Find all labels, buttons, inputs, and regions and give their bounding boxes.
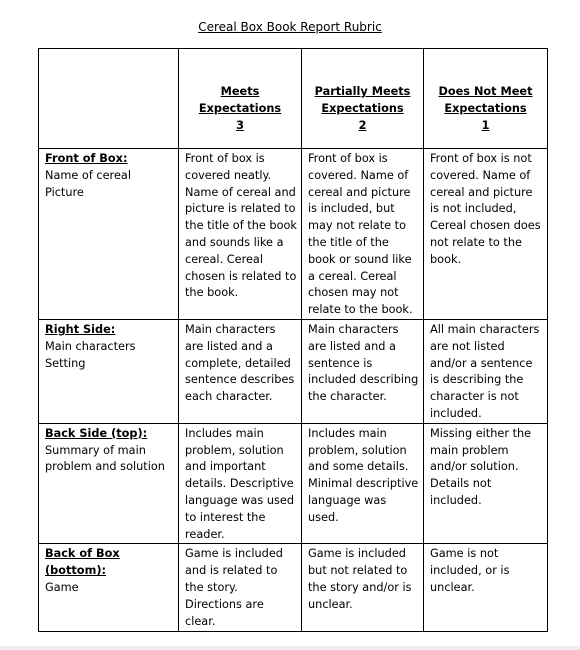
header-partial-score: 2 — [358, 119, 367, 132]
criteria-cell — [39, 319, 179, 423]
criteria-cell — [39, 149, 179, 320]
header-notmeet-line2: Expectations — [444, 102, 527, 115]
header-row — [39, 49, 548, 149]
not-meet-cell: Missing either the main problem and/or solution. Details not included. — [424, 423, 548, 544]
header-meets-line2: Expectations — [198, 102, 282, 115]
not-meet-cell: Front of box is not covered. Name of cereal and picture is not included, Cereal chosen does not relate to the book. — [424, 149, 548, 320]
criteria-cell — [39, 544, 179, 632]
header-notmeet-line1: Does Not Meet — [438, 85, 533, 98]
row-title: Right Side: — [45, 322, 116, 336]
table-row-right-side — [39, 319, 548, 423]
criteria-cell — [39, 423, 179, 544]
meets-cell: Front of box is covered neatly. Name of cereal and picture is related to the title of the book and sounds like a cereal. Cereal chosen is related to the book. — [179, 149, 302, 320]
row-title: Back of Box (bottom): — [45, 547, 120, 578]
meets-cell: Game is included and is related to the story. Directions are clear. — [179, 544, 302, 632]
document-title: Cereal Box Book Report Rubric — [198, 20, 382, 34]
not-meet-cell: Game is not included, or is unclear. — [424, 544, 548, 632]
row-subtitle: Main characters Setting — [45, 339, 136, 370]
row-subtitle: Game — [45, 580, 79, 594]
rubric-table — [38, 48, 548, 632]
header-cell-not-meet — [424, 49, 548, 149]
header-partial-line1: Partially Meets — [314, 85, 411, 98]
partial-cell: Main characters are listed and a sentence is included describing the character. — [302, 319, 424, 423]
partial-cell: Game is included but not related to the story and/or is unclear. — [302, 544, 424, 632]
partial-cell: Front of box is covered. Name of cereal and picture is included, but may not relate to the title of the book or sound like a cereal. Cereal chosen may not relate to the book. — [302, 149, 424, 320]
table-row-back-bottom — [39, 544, 548, 632]
table-row-front-of-box — [39, 149, 548, 320]
page-bottom-edge — [0, 646, 580, 650]
not-meet-cell: All main characters are not listed and/or a sentence is describing the character is not included. — [424, 319, 548, 423]
row-title: Front of Box: — [45, 152, 128, 165]
partial-cell: Includes main problem, solution and some details. Minimal descriptive language was used. — [302, 423, 424, 544]
header-cell-partial — [302, 49, 424, 149]
header-cell-criteria — [39, 49, 179, 149]
header-notmeet-score: 1 — [481, 119, 490, 132]
row-title: Back Side (top): — [45, 426, 148, 440]
header-partial-line2: Expectations — [321, 102, 404, 115]
header-meets-score: 3 — [236, 119, 244, 132]
header-cell-meets — [179, 49, 302, 149]
table-row-back-side — [39, 423, 548, 544]
meets-cell: Includes main problem, solution and important details. Descriptive language was used to interest the reader. — [179, 423, 302, 544]
header-meets-line1: Meets — [220, 85, 260, 98]
row-subtitle: Name of cereal Picture — [45, 168, 131, 199]
row-subtitle: Summary of main problem and solution — [45, 443, 165, 474]
meets-cell: Main characters are listed and a complete, detailed sentence describes each character. — [179, 319, 302, 423]
